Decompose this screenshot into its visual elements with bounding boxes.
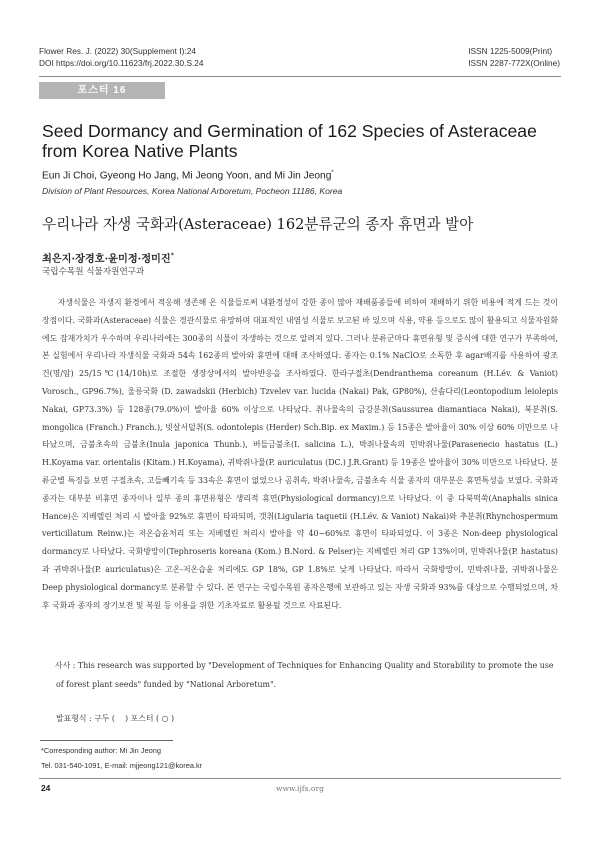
korean-corresponding-mark: * — [170, 252, 174, 260]
english-title: Seed Dormancy and Germination of 162 Species of Asteraceae from Korea Native Plants — [42, 121, 537, 161]
issn-block — [468, 46, 560, 69]
english-affiliation: Division of Plant Resources, Korea National Arboretum, Pocheon 11186, Korea — [42, 186, 343, 196]
issn-print: ISSN 1225-5009(Print) — [468, 46, 553, 56]
abstract-body: 자생식물은 자생지 환경에서 적응해 생존해 온 식물들로써 내환경성이 강한 종이 많아 재배품종들에 비하여 재배하기 위한 비용에 적게 드는 것이 장점이다. 국화과(Asteraceae) 식물은 경관식물로 유망하며 대표적인 내염성 식물로 보고된 바 있으며 식용, 약용 등으로도 많이 활용되고 식물자원화에도 잠재가치가 우수하며 우리나라에는 300종의 식물이 자생하는 것으로 알려져 있다. 그러나 분류군마다 휴면유형 및 증식에 대한 연구가 부족하여, 본 실험에서 우리나라 자생식물 국화과 54속 162종의 발아와 휴면에 대해 조사하였다. 종자는 0.1% NaClO로 소독한 후 agar배지를 사용하여 광조건(명/암) 25/15℃(14/10h)로 조절한 생장상에서의 발아반응을 조사하였다. 한라구절초(Dendranthema coreanum (H.Lév. & Vaniot) Vorosch., GP96.7%), 울릉국화 (D. zawadskii (Herbich) Tzvelev var. lucida (Nakai) Pak, GP80%), 산솜다리(Leontopodium leiolepis Nakai, GP73.3%) 등 128종(79.0%)이 발아율 60% 이상으로 나타났다. 취나물속의 금강분취(Saussurea diamantiaca Nakai), 북분취(S. mongolica (Franch.) Franch.), 빗살서덜취(S. odontolepis (Herder) Sch.Bip. ex Maxim.) 등 15종은 발아율이 30% 이상 60% 미만으로 나타났으며, 금불초속의 금불초(Inula japonica Thunb.), 버들금불초(I. salicina L.), 박쥐나물속의 민박쥐나물(Parasenecio hastatus (L.) H.Koyama var. orientalis (Kitam.) H.Koyama), 귀박쥐나물(P. auriculatus (DC.) J.R.Grant) 등 19종은 발아율이 30% 미만으로 나타났다. 분류군별 특징을 보면 구절초속, 고들빼기속 등 33속은 휴면이 없었으나 곰취속, 박쥐나물속, 금불초속 식물 종자의 대부분은 휴면특성을 보였다. 국화과 종자는 대부분 비휴면 종자이나 일부 종의 휴면유형은 생리적 휴면(Physiological dormancy)으로 나타났다. 이 중 다북떡쑥(Anaphalis sinica Hance)은 지베렐린 처리 시 발아율 92%로 휴면이 타파되며, 갯취(Ligularia taquetii (H.Lév. & Vaniot) Nakai)와 추분취(Rhynchospermum verticillatum Reinw.)는 저온습윤처리 또는 지베렐린 처리시 발아율 약 40~60%로 휴면이 타파되었다. 이 3종은 Non-deep physiological dormancy로 나타났다. 국화방망이(Tephroseris koreana (Kom.) B.Nord. & Pelser)는 지베렐린 처리 GP 13%이며, 민박쥐나물(P. hastatus)과 귀박쥐나물(P. auriculatus)은 고온-저온습윤 처리에도 GP 18%, GP 1.8%로 낮게 나타났다. 따라서 국화방망이, 민박쥐나물, 귀박쥐나물은 Deep physiological dormancy로 분류할 수 있다. 본 연구는 국립수목원 종자은행에 보관하고 있는 자생 국화과 93%를 대상으로 수행되었으며, 차후 국화과 종자의 장기보전 및 복원 등 이용을 위한 기초자료로 활용될 것으로 사료된다. — [42, 298, 558, 610]
author-names: Eun Ji Choi, Gyeong Ho Jang, Mi Jeong Yoon, and Mi Jin Jeong — [42, 170, 332, 182]
issn-online: ISSN 2287-772X(Online) — [468, 57, 560, 68]
korean-authors — [42, 250, 174, 265]
contact-info: Tel. 031-540-1091, E-mail: mjjeong121@korea.kr — [41, 760, 203, 770]
page-number: 24 — [41, 783, 51, 793]
korean-title: 우리나라 자생 국화과(Asteraceae) 162분류군의 종자 휴면과 발아 — [42, 216, 474, 233]
corresponding-author: *Corresponding author: Mi Jin Jeong — [41, 746, 161, 755]
korean-affiliation: 국립수목원 식물자원연구과 — [42, 267, 145, 277]
journal-citation — [39, 46, 204, 69]
header-divider — [39, 76, 561, 77]
korean-author-names: 최은지·장경호·윤미정·정미진 — [42, 253, 171, 265]
section-tag: 포스터 16 — [39, 82, 165, 99]
acknowledgement: 사사 : This research was supported by "Development of Techniques for Enhancing Quality and Storability to promote the use of forest plant seeds" funded by "National Arboretum". — [55, 661, 554, 689]
corresponding-mark: * — [331, 170, 334, 176]
presentation-format: 발표형식 : 구두 ( ) 포스터 ( ○ ) — [56, 714, 175, 723]
footer-divider — [39, 778, 561, 779]
website-link[interactable]: www.ijfs.org — [276, 784, 324, 793]
footnote-divider — [40, 740, 173, 741]
footnote — [41, 744, 202, 773]
journal-line: Flower Res. J. (2022) 30(Supplement Ⅰ):24 — [39, 46, 196, 56]
english-authors — [42, 170, 334, 181]
doi-line[interactable]: DOI https://doi.org/10.11623/frj.2022.30.S.24 — [39, 57, 204, 68]
